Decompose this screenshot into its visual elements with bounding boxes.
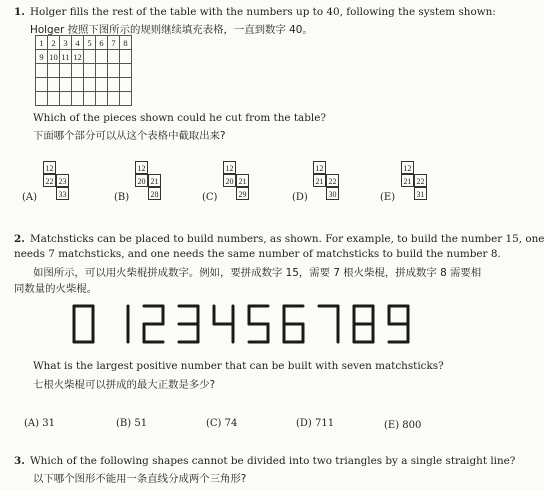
matchstick-digit-7 [319,306,338,342]
table-cell [60,92,72,106]
piece-cell: 21 [148,174,161,187]
piece-cell: 12 [135,161,148,174]
q2-number: 2. [14,233,25,245]
table-cell [72,78,84,92]
option-label: (D) [292,192,308,203]
table-cell [120,78,132,92]
table-cell: 4 [72,36,84,50]
matchstick-digit-6 [284,306,303,342]
table-row [36,78,132,92]
q2-question-en: What is the largest positive number that can be built with seven matchsticks? [33,360,444,372]
table-cell [96,92,108,106]
table-cell: 2 [48,36,60,50]
table-cell [108,78,120,92]
piece-cell: 28 [148,187,161,200]
piece-cell: 23 [56,174,69,187]
table-cell [96,78,108,92]
table-cell [84,78,96,92]
table-row [36,64,132,78]
q1-question-zh: 下面哪个部分可以从这个表格中截取出来? [33,130,226,142]
table-cell [48,64,60,78]
piece-cell: 22 [414,174,427,187]
table-cell [120,92,132,106]
option-label: (C) [202,192,218,203]
matchstick-digit-5 [249,306,268,342]
q1-text-zh: Holger 按照下图所示的规则继续填充表格，一直到数字 40。 [30,24,313,36]
piece-cell: 31 [414,187,427,200]
q1-question-en: Which of the pieces shown could he cut from the table? [33,112,326,124]
table-cell: 6 [96,36,108,50]
table-cell: 11 [61,51,70,62]
table-row [36,36,132,50]
option-label: (E) [380,192,396,203]
answer-a: (A) 31 [24,418,55,429]
matchstick-digit-4 [214,306,233,342]
q1-text-en: Holger fills the rest of the table with the numbers up to 40, following the system shown: [30,6,496,18]
table-cell [84,92,96,106]
table-cell [108,64,120,78]
matchstick-digit-3 [179,306,198,342]
piece-cell: 30 [326,187,339,200]
table-cell [84,50,96,64]
piece-cell: 12 [401,161,414,174]
piece-cell: 12 [223,161,236,174]
q3-number: 3. [14,455,25,467]
table-cell [84,64,96,78]
table-cell [60,64,72,78]
table-cell [108,50,120,64]
piece-cell: 12 [313,161,326,174]
table-cell [60,78,72,92]
table-cell [96,50,108,64]
piece-cell: 33 [56,187,69,200]
number-table [35,35,132,106]
table-cell [120,50,132,64]
piece-cell: 20 [223,174,236,187]
q2-text-zh-1: 如图所示，可以用火柴棍拼成数字。例如，要拼成数字 15，需要 7 根火柴棍，拼成数字 8 需要相 [33,267,482,279]
piece-cell: 21 [236,174,249,187]
table-cell: 3 [60,36,72,50]
table-cell [120,64,132,78]
answer-c: (C) 74 [206,418,238,429]
piece-cell: 22 [326,174,339,187]
table-cell [72,92,84,106]
q3-text-zh: 以下哪个图形不能用一条直线分成两个三角形? [33,473,247,485]
table-cell: 10 [49,51,58,62]
table-cell [96,64,108,78]
answer-b: (B) 51 [116,418,148,429]
option-label: (B) [114,192,130,203]
answer-e: (E) 800 [384,420,422,431]
table-row [36,92,132,106]
table-cell: 7 [108,36,120,50]
q2-question-zh: 七根火柴棍可以拼成的最大正数是多少? [33,379,216,391]
table-cell [48,92,60,106]
table-cell: 8 [120,36,132,50]
piece-cell: 29 [236,187,249,200]
table-cell [36,92,48,106]
option-label: (A) [22,192,38,203]
table-cell: 1 [36,36,48,50]
q1-number: 1. [14,6,25,18]
matchstick-digits [70,302,420,352]
table-cell [72,64,84,78]
table-cell: 5 [84,36,96,50]
piece-cell: 21 [313,174,326,187]
matchstick-digit-2 [144,306,163,342]
table-cell [36,78,48,92]
piece-cell: 22 [43,174,56,187]
q2-text-en-2: needs 7 matchsticks, and one needs the same number of matchsticks to build the number 8. [14,248,501,260]
answer-d: (D) 711 [296,418,335,429]
q2-text-en-1: Matchsticks can be placed to build numbers, as shown. For example, to build the number 15, one [30,233,544,245]
table-row [36,50,132,64]
matchstick-digit-8 [354,306,373,342]
table-cell [108,92,120,106]
table-cell: 12 [73,51,82,62]
matchstick-digit-9 [389,306,408,342]
q2-text-zh-2: 同数量的火柴棍。 [14,283,98,295]
piece-cell: 12 [43,161,56,174]
q3-text-en: Which of the following shapes cannot be divided into two triangles by a single straight line? [30,455,516,467]
piece-cell: 21 [401,174,414,187]
matchstick-digit-0 [74,306,93,342]
table-cell [36,64,48,78]
table-cell: 9 [36,50,48,64]
piece-cell: 20 [135,174,148,187]
table-cell [48,78,60,92]
